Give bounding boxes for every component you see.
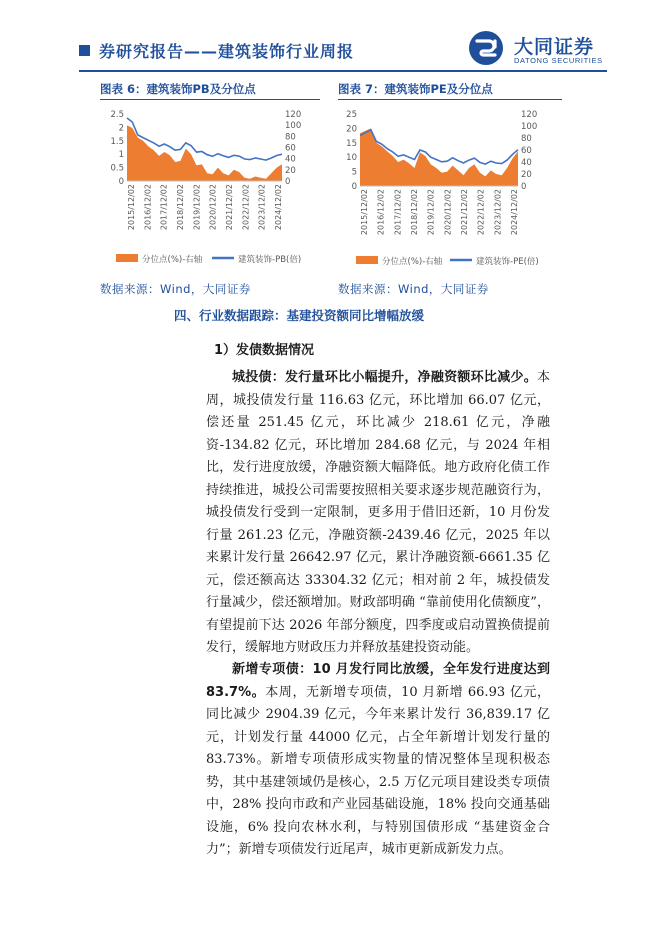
x-axis-tick-label: 2024/12/02 <box>274 184 283 231</box>
x-axis-tick-label: 2020/12/02 <box>208 184 218 231</box>
left-axis-tick-label: 20 <box>346 124 357 135</box>
x-axis-tick-label: 2022/12/02 <box>241 184 251 231</box>
x-axis-tick-label: 2019/12/02 <box>192 184 202 231</box>
x-axis-tick-label: 2019/12/02 <box>426 189 436 236</box>
percentile-area <box>360 128 518 186</box>
left-axis-tick-label: 1.5 <box>110 136 124 147</box>
paragraph-urban-bonds-body: 本周，城投债发行量 116.63 亿元，环比增加 66.07 亿元，偿还量 251.45 亿元，环比减少 218.61 亿元，净融资-134.82 亿元，环比增加 284.68 亿元，与 2024 年相比，发行进度放缓，净融资额大幅降低。地方政府化债工作持续推进，城投公司需要按照相关要求逐步规范融资行为，城投债发行受到一定限制，更多用于借旧还新，10 月份发行量 261.23 亿元，净融资额-2439.46 亿元，2025 年以来累计发行量 26642.97 亿元，累计净融资额-6661.35 亿元，偿还额高达 33304.32 亿元；相对前 2 年，城投债发行量减少，偿还额增加。财政部明确 “靠前使用化债额度”，有望提前下达 2026 年部分额度，四季度或启动置换债提前发行，缓解地方财政压力并释放基建投资动能。 <box>206 370 550 655</box>
pe-chart <box>338 101 564 277</box>
x-axis-tick-label: 2018/12/02 <box>410 189 419 236</box>
right-axis-tick-label: 40 <box>521 158 532 168</box>
right-axis-tick-label: 20 <box>521 170 532 180</box>
figure-7-rule <box>338 99 562 100</box>
left-axis-tick-label: 0 <box>351 182 357 192</box>
section-title: 四、行业数据跟踪：基建投资额同比增幅放缓 <box>174 308 425 323</box>
x-axis-tick-label: 2021/12/02 <box>225 184 234 231</box>
paragraph-special-bonds-lead: 新增专项债：10 月发行同比放缓，全年发行进度达到 83.7%。 <box>206 662 550 700</box>
page-header <box>0 0 662 84</box>
x-axis-tick-label: 2022/12/02 <box>476 189 486 236</box>
x-axis-tick-label: 2023/12/02 <box>257 184 267 231</box>
paragraph-urban-bonds-lead: 城投债：发行量环比小幅提升，净融资额环比减少。 <box>232 370 537 385</box>
left-axis-tick-label: 15 <box>346 138 357 149</box>
x-axis-tick-label: 2015/12/02 <box>127 184 136 231</box>
report-title: 券研究报告——建筑装饰行业周报 <box>99 42 355 61</box>
figure-7-source: 数据来源：Wind，大同证券 <box>338 282 489 296</box>
left-axis-tick-label: 25 <box>346 110 357 120</box>
legend-label-multiple: 建筑装饰-PE(倍) <box>476 257 539 267</box>
right-axis-tick-label: 120 <box>285 110 302 120</box>
x-axis-tick-label: 2020/12/02 <box>443 189 453 236</box>
paragraph-special-bonds-body: 本周，无新增专项债，10 月新增 66.93 亿元，同比减少 2904.39 亿元，今年来累计发行 36,839.17 亿元，计划发行量 44000 亿元，占全年新增计划发行量的 83.73%。新增专项债形成实物量的情况整体呈现积极态势，其中基建领域仍是核心，2.5 万亿元项目建设类专项债中，28% 投向市政和产业园基础设施，18% 投向交通基础设施，6% 投向农林水利，与特别国债形成 “基建资金合力”；新增专项债发行近尾声，城市更新成新发力点。 <box>206 684 550 857</box>
legend-label-multiple: 建筑装饰-PB(倍) <box>238 255 302 265</box>
pb-chart <box>100 101 322 277</box>
right-axis-tick-label: 120 <box>521 110 538 120</box>
figure-6-title: 图表 6：建筑装饰PB及分位点 <box>100 82 256 96</box>
legend-swatch-percentile <box>356 256 378 264</box>
x-axis-tick-label: 2015/12/02 <box>360 189 369 236</box>
x-axis-tick-label: 2016/12/02 <box>376 189 386 236</box>
header-square-icon <box>79 45 90 56</box>
logo-english-text: DATONG SECURITIES <box>514 56 603 65</box>
x-axis-tick-label: 2016/12/02 <box>143 184 153 231</box>
company-logo <box>468 30 608 66</box>
right-axis-tick-label: 0 <box>285 177 291 187</box>
left-axis-tick-label: 2 <box>118 123 124 134</box>
figure-6-rule <box>100 99 320 100</box>
right-axis-tick-label: 80 <box>521 134 532 144</box>
figure-6-source: 数据来源：Wind，大同证券 <box>100 282 251 296</box>
logo-chinese-text: 大同证券 <box>514 36 595 58</box>
right-axis-tick-label: 100 <box>285 121 302 132</box>
left-axis-tick-label: 2.5 <box>110 110 124 120</box>
legend-label-percentile: 分位点(%)-右轴 <box>142 255 203 265</box>
left-axis-tick-label: 1 <box>118 150 124 161</box>
left-axis-tick-label: 0 <box>118 177 124 187</box>
right-axis-tick-label: 20 <box>285 165 296 176</box>
paragraph-urban-bonds <box>206 367 550 660</box>
paragraph-special-bonds <box>206 659 550 862</box>
right-axis-tick-label: 60 <box>521 146 532 156</box>
right-axis-tick-label: 100 <box>521 122 538 132</box>
left-axis-tick-label: 10 <box>346 153 357 164</box>
datong-logo-icon <box>468 30 504 66</box>
x-axis-tick-label: 2021/12/02 <box>460 189 469 236</box>
x-axis-tick-label: 2023/12/02 <box>493 189 503 236</box>
right-axis-tick-label: 60 <box>285 143 296 154</box>
left-axis-tick-label: 5 <box>351 167 357 178</box>
header-divider <box>79 70 607 72</box>
right-axis-tick-label: 40 <box>285 154 296 165</box>
subsection-title: 1）发债数据情况 <box>214 343 315 358</box>
right-axis-tick-label: 0 <box>521 182 527 192</box>
left-axis-tick-label: 0.5 <box>110 163 124 174</box>
x-axis-tick-label: 2017/12/02 <box>159 184 169 231</box>
x-axis-tick-label: 2018/12/02 <box>176 184 185 231</box>
right-axis-tick-label: 80 <box>285 132 296 143</box>
legend-swatch-percentile <box>116 254 138 262</box>
figure-7-title: 图表 7：建筑装饰PE及分位点 <box>338 82 493 96</box>
legend-label-percentile: 分位点(%)-右轴 <box>382 257 443 267</box>
x-axis-tick-label: 2024/12/02 <box>510 189 519 236</box>
x-axis-tick-label: 2017/12/02 <box>393 189 403 236</box>
